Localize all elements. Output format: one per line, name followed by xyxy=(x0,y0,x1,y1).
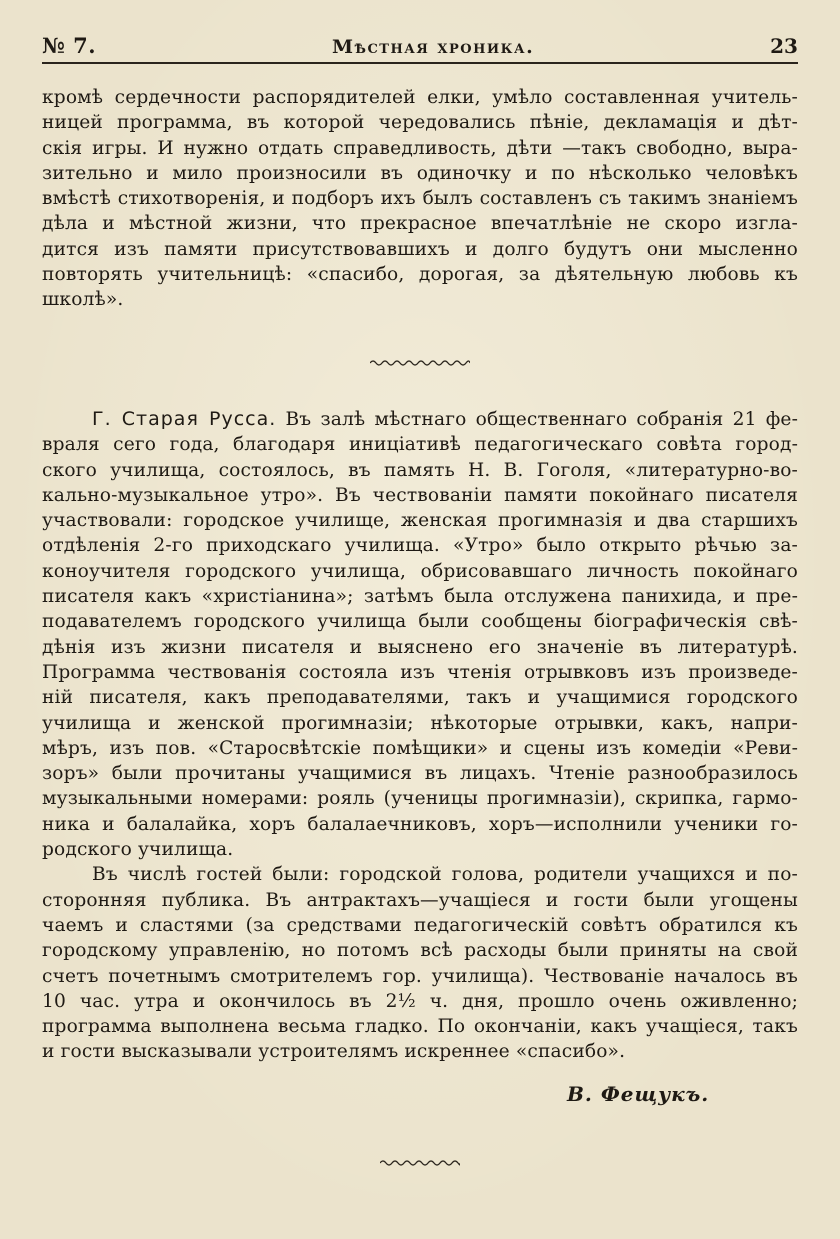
text-line: подавателемъ городского училища были сообщены біографическія свѣ- xyxy=(42,611,798,633)
author-signature: В. Фещукъ. xyxy=(567,1082,710,1106)
running-header xyxy=(42,28,798,58)
text-line: мѣръ, изъ пов. «Старосвѣтскіе помѣщики» и сцены изъ комедіи «Реви- xyxy=(42,737,798,759)
text-line: зоръ» были прочитаны учащимися въ лицахъ. Чтеніе разнообразилось xyxy=(42,763,798,785)
text-line: сторонняя публика. Въ антрактахъ—учащіеся и гости были угощены xyxy=(42,889,798,911)
text-line: скія игры. И нужно отдать справедливость, дѣти —такъ свободно, выра- xyxy=(42,137,798,159)
text-line: дѣла и мѣстной жизни, что прекрасное впечатлѣніе не скоро изгла- xyxy=(42,213,798,235)
text-line: участвовали: городское училище, женская прогимназія и два старшихъ xyxy=(42,510,798,532)
text-line: кромѣ сердечности распорядителей елки, умѣло составленная учитель- xyxy=(42,87,798,108)
text-line: враля сего года, благодаря иниціативѣ педагогическаго совѣта город- xyxy=(42,434,798,456)
text-line: дится изъ памяти присутствовавшихъ и долго будутъ они мысленно xyxy=(42,238,798,260)
article-staraya-russa xyxy=(42,407,798,1065)
text-line: программа выполнена весьма гладко. По окончаніи, какъ учащіеся, такъ xyxy=(42,1016,798,1038)
text-line-rest: Въ залѣ мѣстнаго общественнаго собранія 21 фе- xyxy=(285,409,799,430)
text-line: ницей программа, въ которой чередовались пѣніе, декламація и дѣт- xyxy=(42,112,798,134)
paragraph-1 xyxy=(42,407,798,862)
wavy-divider-icon xyxy=(0,352,840,362)
text-line xyxy=(42,407,798,432)
article-continuation xyxy=(42,85,798,313)
section-title: Мѣстная хроника. xyxy=(331,36,535,58)
text-line: ника и балалайка, хоръ балалаечниковъ, хоръ—исполнили ученики го- xyxy=(42,813,798,835)
text-line: 10 час. утра и окончилось въ 2½ ч. дня, прошло очень оживленно; xyxy=(42,990,798,1012)
text-line: школѣ». xyxy=(42,289,124,311)
page-number: 23 xyxy=(770,34,798,58)
text-line: ского училища, состоялось, въ память Н. В. Гоголя, «литературно-во- xyxy=(42,459,798,481)
text-line: вмѣстѣ стихотворенія, и подборъ ихъ былъ составленъ съ такимъ знаніемъ xyxy=(42,188,798,210)
text-line: родского училища. xyxy=(42,839,234,861)
text-line: Программа чествованія состояла изъ чтенія отрывковъ изъ произведе- xyxy=(42,661,798,683)
header-rule xyxy=(42,62,798,64)
text-line: отдѣленія 2-го приходскаго училища. «Утро» было открыто рѣчью за- xyxy=(42,535,798,557)
paragraph-2 xyxy=(42,862,798,1064)
wavy-divider-icon xyxy=(0,1152,840,1162)
text-line: чаемъ и сластями (за средствами педагогическій совѣтъ обратился къ xyxy=(42,914,798,936)
text-line: городскому управленію, но потомъ всѣ расходы были приняты на свой xyxy=(42,940,798,962)
text-line: счетъ почетнымъ смотрителемъ гор. училища). Чествованіе началось въ xyxy=(42,965,798,987)
place-name: Г. Старая Русса. xyxy=(92,408,277,430)
text-line: училища и женской прогимназіи; нѣкоторые отрывки, какъ, напри- xyxy=(42,712,798,734)
text-line: писателя какъ «христіанина»; затѣмъ была отслужена панихида, и пре- xyxy=(42,586,798,608)
issue-number: № 7. xyxy=(42,33,97,58)
text-line: ній писателя, какъ преподавателями, такъ и учащимися городского xyxy=(42,687,798,709)
text-line: коноучителя городского училища, обрисовавшаго личность покойнаго xyxy=(42,560,798,582)
text-line: и гости высказывали устроителямъ искреннее «спасибо». xyxy=(42,1041,626,1063)
text-line: кально-музыкальное утро». Въ чествованіи памяти покойнаго писателя xyxy=(42,484,798,506)
text-line: зительно и мило произносили въ одиночку и по нѣсколько человѣкъ xyxy=(42,162,798,184)
text-line: музыкальными номерами: рояль (ученицы прогимназіи), скрипка, гармо- xyxy=(42,788,798,810)
text-line: дѣнія изъ жизни писателя и выяснено его значеніе въ литературѣ. xyxy=(42,636,798,658)
text-line: повторять учительницѣ: «спасибо, дорогая, за дѣятельную любовь къ xyxy=(42,264,798,286)
text-line: Въ числѣ гостей были: городской голова, родители учащихся и по- xyxy=(92,864,798,886)
